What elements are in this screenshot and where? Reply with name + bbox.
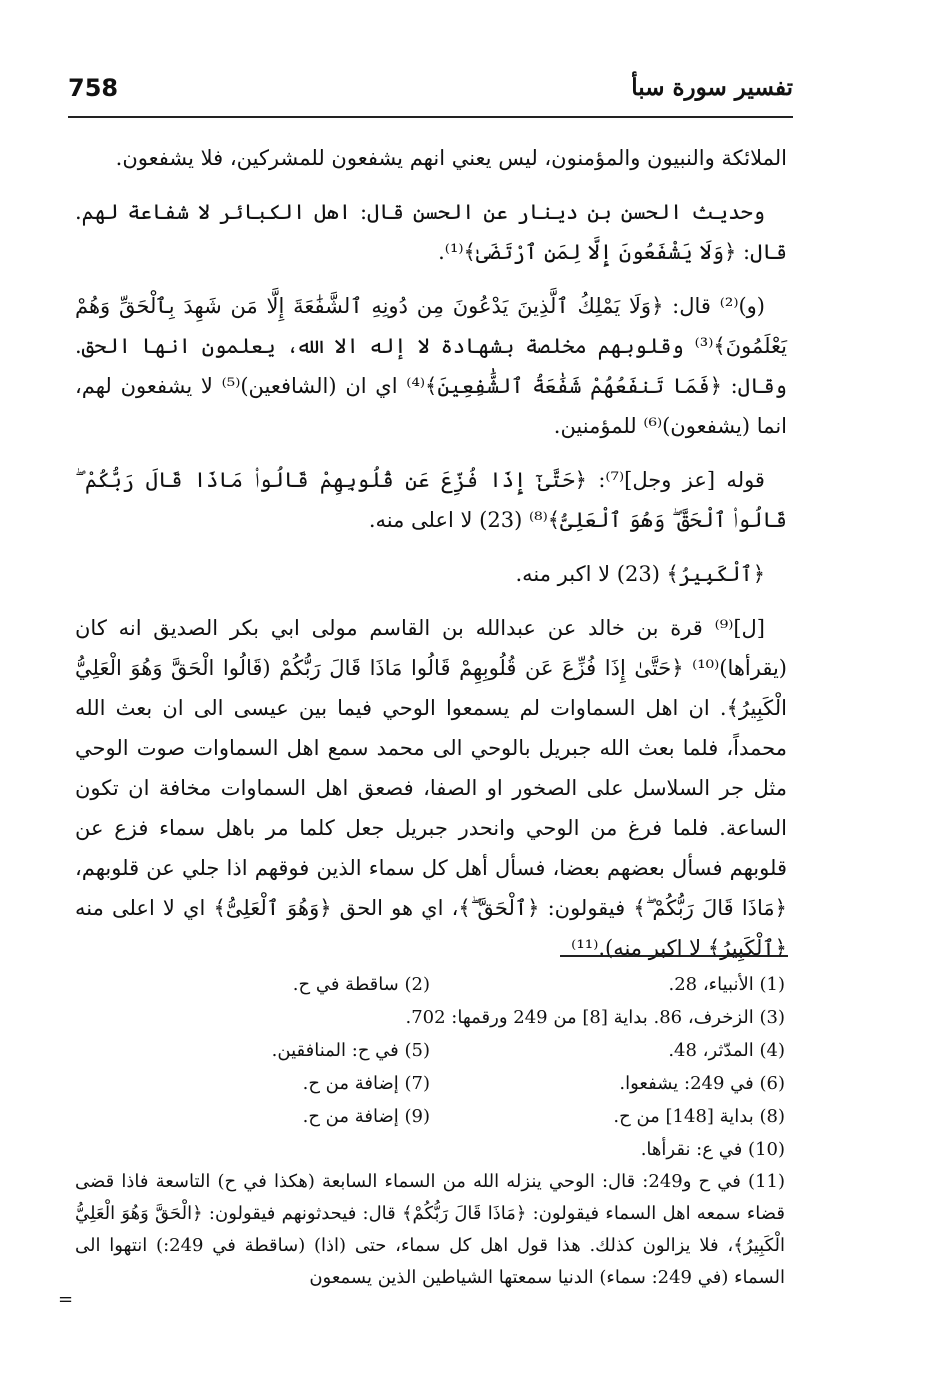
running-title: تفسير سورة سبأ <box>631 74 793 101</box>
footnote-row <box>75 1133 785 1166</box>
paragraph-3: (و)⁽²⁾ قال: ﴿وَلَا يَمْلِكُ ٱلَّذِينَ يَدْعُونَ مِن دُونِهِ ٱلشَّفَٰعَةَ إِلَّا مَن شَهِدَ بِٱلْحَقِّ وَهُمْ يَعْلَمُونَ﴾⁽³⁾ وقلوبهم مخلصة بشهادة لا إله الا الله، يعلمون انها الحق. وقال: ﴿فَمَا تَنفَعُهُمْ شَفَٰعَةُ ٱلشَّٰفِعِينَ﴾⁽⁴⁾ اي ان (الشافعين)⁽⁵⁾ لا يشفعون لهم، انما (يشفعون)⁽⁶⁾ للمؤمنين. <box>75 294 788 438</box>
footnote-10: (10) في ع: نقرأها. <box>640 1139 785 1160</box>
footnote-9: (9) إضافة من ح. <box>302 1106 430 1127</box>
paragraph-1: الملائكة والنبيون والمؤمنون، ليس يعني انهم يشفعون للمشركين، فلا يشفعون. <box>115 146 787 170</box>
footnotes <box>75 968 785 1294</box>
continuation-mark: = <box>58 1289 74 1310</box>
footnote-row <box>75 1067 785 1100</box>
footnote-6: (6) في 249: يشفعوا. <box>619 1073 785 1094</box>
main-text <box>75 138 787 982</box>
footnote-2: (2) ساقطة في ح. <box>292 974 430 995</box>
footnote-7: (7) إضافة من ح. <box>302 1073 430 1094</box>
paragraph-4: قوله [عز وجل]⁽⁷⁾: ﴿حَتَّىٰٓ إِذَا فُزِّعَ عَن قُلُوبِهِمْ قَالُوا۟ مَاذَا قَالَ رَبُّكُمْ ۖ قَالُوا۟ ٱلْحَقَّ ۖ وَهُوَ ٱلْعَلِىُّ﴾⁽⁸⁾ (23) لا اعلى منه. <box>75 468 787 532</box>
header-rule <box>68 116 793 118</box>
page-header <box>68 74 793 110</box>
footnote-11: (11) في ح و249: قال: الوحي ينزله الله من السماء السابعة (هكذا في ح) التاسعة فاذا قضى قضاء سمعه اهل السماء فيقولون: ﴿مَاذَا قَالَ رَبُّكُمْ﴾ قال: فيحدثونهم فيقولون: ﴿الْحَقَّ وَهُوَ الْعَلِيُّ الْكَبِيرُ﴾، فلا يزالون كذلك. هذا قول اهل كل سماء، حتى (اذا) (ساقطة في 249:) انتهوا الى السماء (في 249: سماء) الدنيا سمعتها الشياطين الذين يسمعون <box>75 1171 785 1288</box>
footnote-row <box>75 968 785 1001</box>
footnote-row <box>75 1034 785 1067</box>
page-number: 758 <box>68 74 119 102</box>
paragraph-6: [ل]⁽⁹⁾ قرة بن خالد عن عبدالله بن القاسم مولى ابي بكر الصديق انه كان (يقرأها)⁽¹⁰⁾ ﴿حَتَّىٰ إِذَا فُزِّعَ عَن قُلُوبِهِمْ قَالُوا مَاذَا قَالَ رَبُّكُمْ (قَالُوا الْحَقَّ وَهُوَ الْعَلِيُّ الْكَبِيرُ﴾. ان اهل السماوات لم يسمعوا الوحي فيما بين عيسى الى ان بعث الله محمداً، فلما بعث الله جبريل بالوحي الى محمد سمع اهل السماوات صوت الوحي مثل جر السلاسل على الصخور او الصفا، فصعق اهل السماوات مخافة ان تكون الساعة. فلما فرغ من الوحي وانحدر جبريل جعل كلما مر باهل سماء فزع عن قلوبهم فسأل بعضهم بعضا، فسأل أهل كل سماء الذين فوقهم اذا جلي عن قلوبهم، ﴿مَاذَا قَالَ رَبُّكُمْ ۖ﴾ فيقولون: ﴿ٱلْحَقَّ ۖ﴾، اي هو الحق ﴿وَهُوَ ٱلْعَلِىُّ﴾ اي لا اعلى منه ﴿ٱلْكَبِيرُ﴾ لا اكبر منه).⁽¹¹⁾ <box>75 616 788 960</box>
paragraph-5: ﴿ٱلْكَبِيرُ﴾ (23) لا اكبر منه. <box>515 562 765 586</box>
footnote-row <box>75 1100 785 1133</box>
footnote-4: (4) المدّثر، 48. <box>668 1040 785 1061</box>
footnote-5: (5) في ح: المنافقين. <box>271 1040 430 1061</box>
footnote-1: (1) الأنبياء، 28. <box>668 974 785 995</box>
footnote-row <box>75 1001 785 1034</box>
paragraph-2: وحديث الحسن بن دينار عن الحسن قال: اهل الكبائر لا شفاعة لهم. قال: ﴿وَلَا يَشْفَعُونَ إِلَّا لِمَنِ ٱرْتَضَىٰ﴾⁽¹⁾. <box>75 200 787 264</box>
footnote-8: (8) بداية [148] من ح. <box>613 1106 785 1127</box>
footnote-row <box>75 1166 785 1294</box>
footnote-rule <box>560 955 788 957</box>
footnote-3: (3) الزخرف، 86. بداية [8] من 249 ورقمها: 702. <box>405 1007 785 1028</box>
